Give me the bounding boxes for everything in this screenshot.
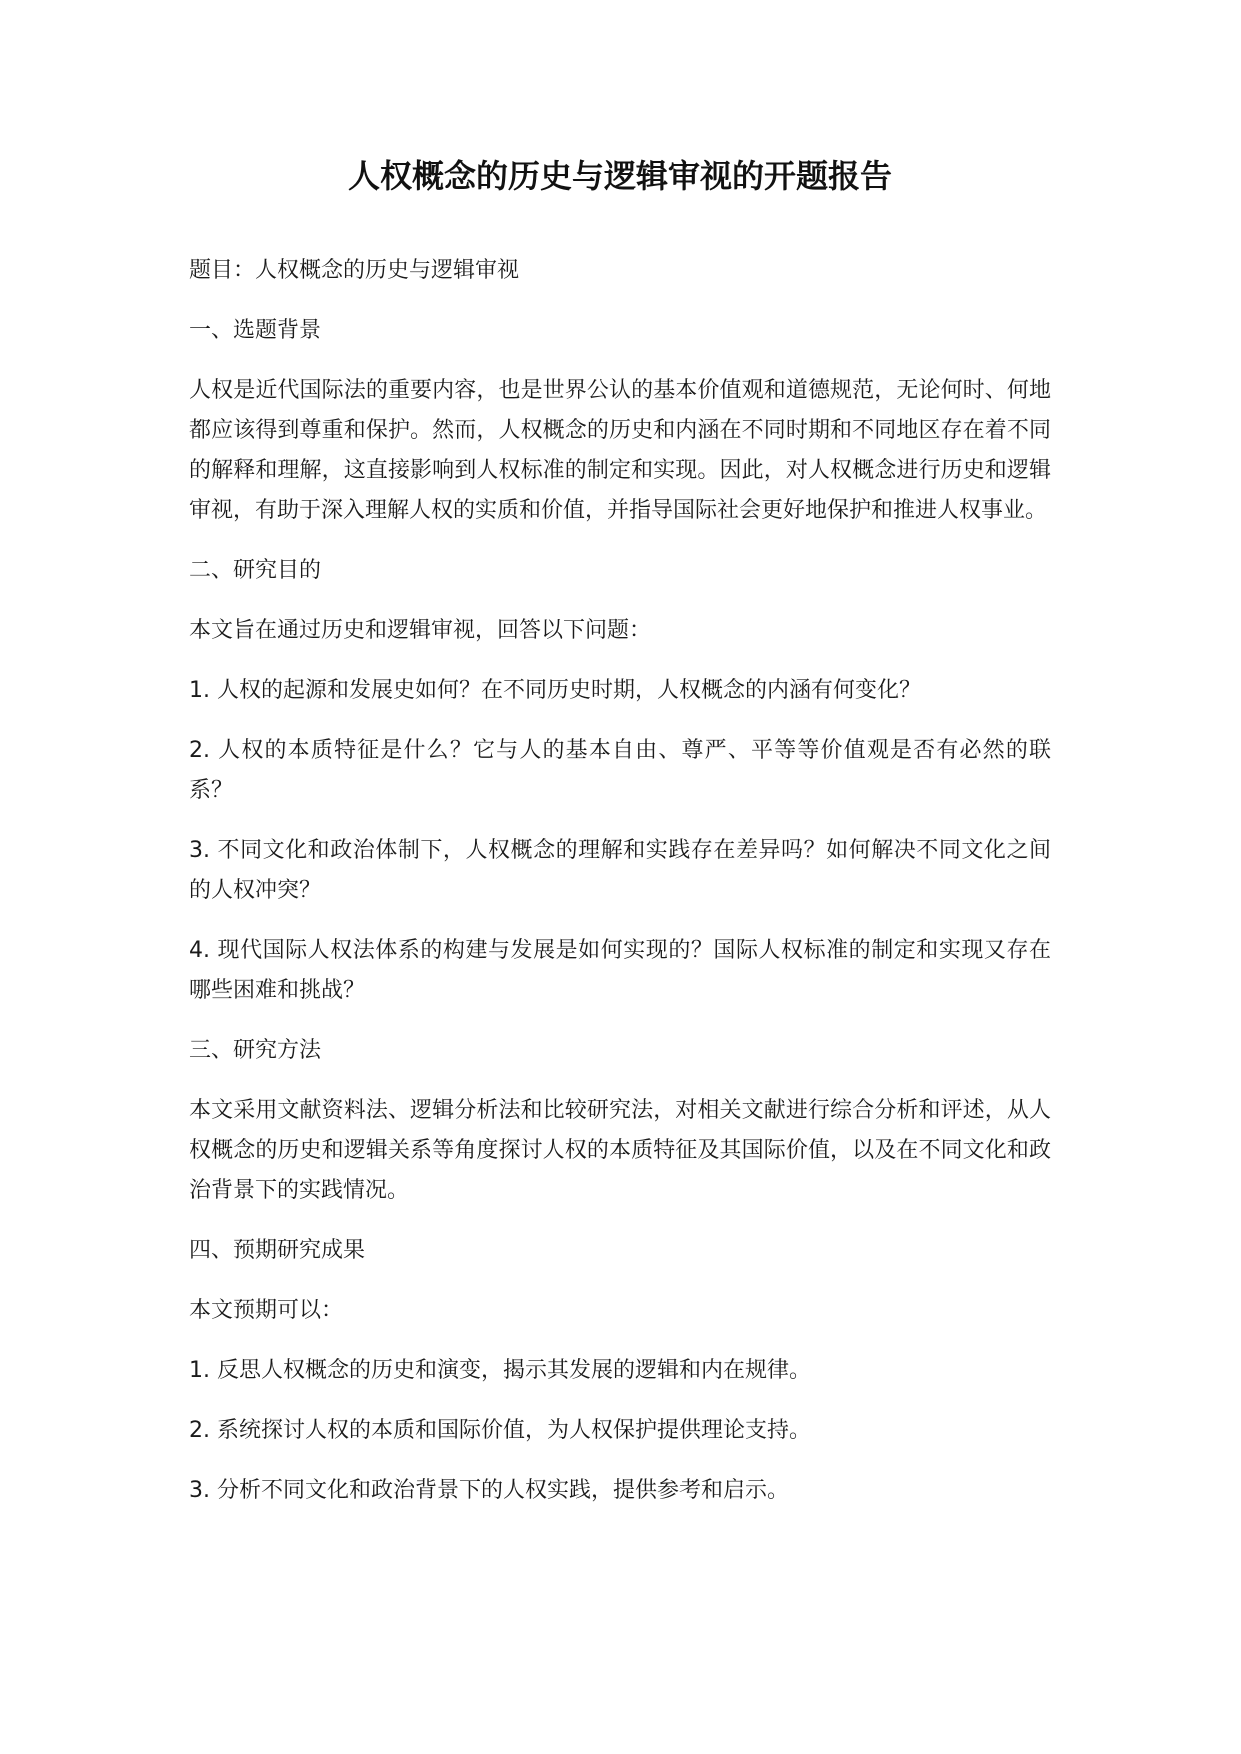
- outcome-item-3: 3. 分析不同文化和政治背景下的人权实践，提供参考和启示。: [189, 1478, 789, 1503]
- document-page: [189, 150, 1051, 1531]
- purpose-intro: 本文旨在通过历史和逻辑审视，回答以下问题：: [189, 618, 652, 643]
- section-heading-outcomes: 四、预期研究成果: [189, 1238, 366, 1263]
- purpose-question-list: [189, 671, 1051, 1011]
- outcome-item-2: 2. 系统探讨人权的本质和国际价值，为人权保护提供理论支持。: [189, 1418, 811, 1443]
- purpose-question-3: 3. 不同文化和政治体制下，人权概念的理解和实践存在差异吗？如何解决不同文化之间的人权冲突？: [189, 838, 1051, 903]
- purpose-question-1: 1. 人权的起源和发展史如何？在不同历史时期，人权概念的内涵有何变化？: [189, 678, 921, 703]
- section-heading-method: 三、研究方法: [189, 1038, 322, 1063]
- outcomes-list: [189, 1351, 1051, 1511]
- topic-line: 题目：人权概念的历史与逻辑审视: [189, 258, 520, 283]
- section-heading-background: 一、选题背景: [189, 318, 322, 343]
- purpose-question-4: 4. 现代国际人权法体系的构建与发展是如何实现的？国际人权标准的制定和实现又存在哪些困难和挑战？: [189, 938, 1051, 1003]
- section-heading-purpose: 二、研究目的: [189, 558, 322, 583]
- background-paragraph: 人权是近代国际法的重要内容，也是世界公认的基本价值观和道德规范，无论何时、何地都应该得到尊重和保护。然而，人权概念的历史和内涵在不同时期和不同地区存在着不同的解释和理解，这直接影响到人权标准的制定和实现。因此，对人权概念进行历史和逻辑审视，有助于深入理解人权的实质和价值，并指导国际社会更好地保护和推进人权事业。: [189, 378, 1051, 523]
- purpose-question-2: 2. 人权的本质特征是什么？它与人的基本自由、尊严、平等等价值观是否有必然的联系？: [189, 738, 1051, 803]
- method-paragraph: 本文采用文献资料法、逻辑分析法和比较研究法，对相关文献进行综合分析和评述，从人权概念的历史和逻辑关系等角度探讨人权的本质特征及其国际价值，以及在不同文化和政治背景下的实践情况。: [189, 1098, 1051, 1203]
- document-title: 人权概念的历史与逻辑审视的开题报告: [347, 157, 892, 195]
- outcome-item-1: 1. 反思人权概念的历史和演变，揭示其发展的逻辑和内在规律。: [189, 1358, 811, 1383]
- outcomes-intro: 本文预期可以：: [189, 1298, 344, 1323]
